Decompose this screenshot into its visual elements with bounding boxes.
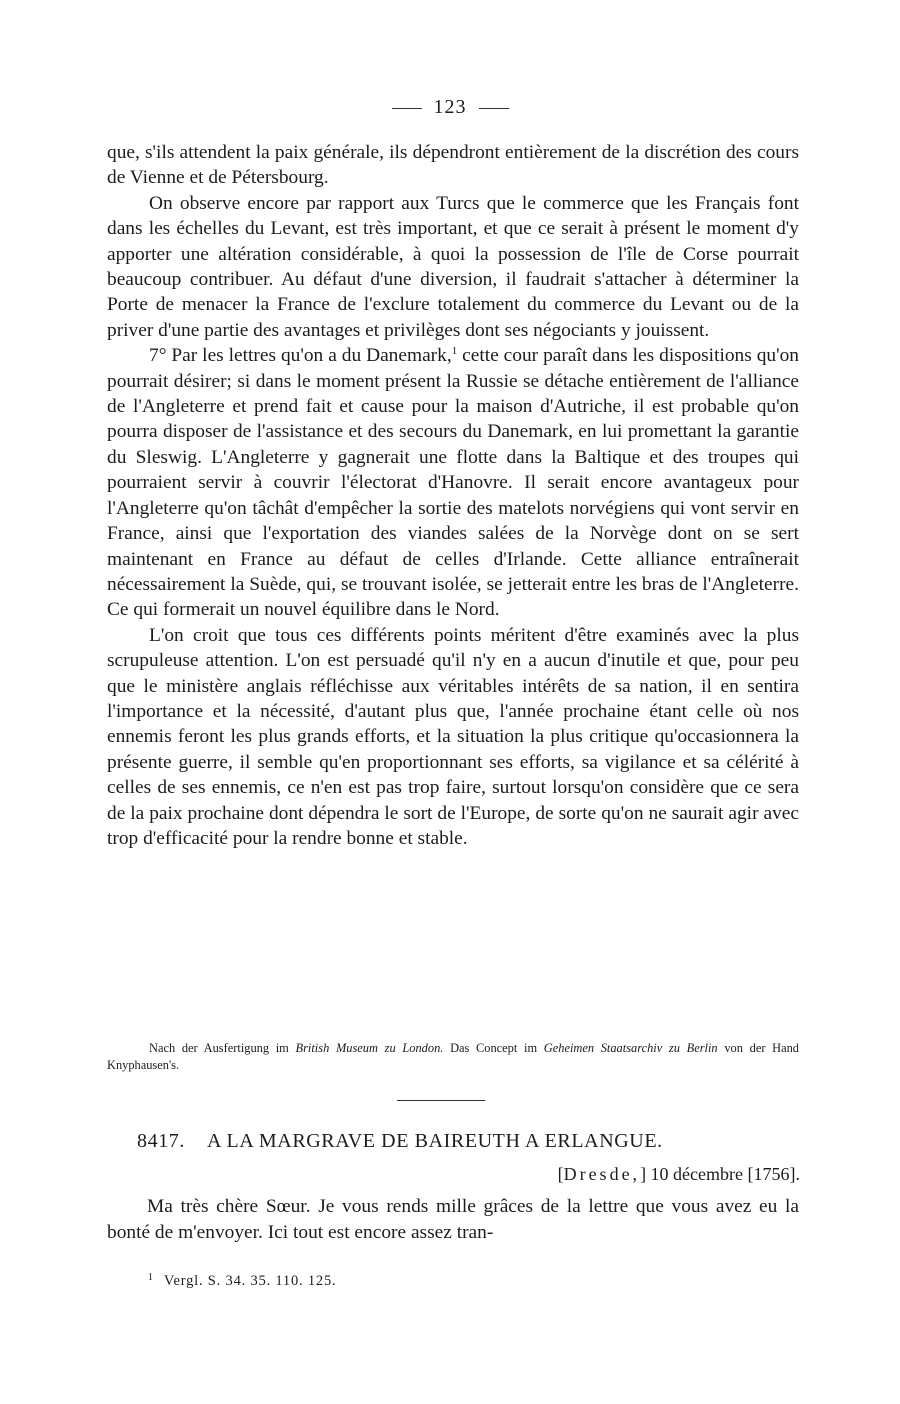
source-archive: British Museum bbox=[295, 1041, 378, 1055]
letter-number: 8417. bbox=[137, 1130, 185, 1152]
page-header bbox=[0, 92, 900, 122]
source-place: Berlin bbox=[686, 1041, 718, 1055]
source-text: Nach der Ausfertigung im bbox=[149, 1041, 289, 1055]
paragraph-rest: cette cour paraît dans les dispositions qu'on pourrait désirer; si dans le moment présent la Russie se détache entièrement de l'alliance de l'Angleterre et prend fait et cause pour la maison d'Autriche, il est probable qu'on pourra disposer de l'assistance et des secours du Danemark, en lui promettant la garantie du Sleswig. L'Angleterre y gagnerait une flotte dans la Baltique et des troupes qui pourraient servir à couvrir l'électorat d'Hanovre. Il serait encore avantageux pour l'Angleterre qu'on tâchât d'empêcher la sortie des matelots norvégiens qui vont servir en France, ainsi que l'exportation des viandes salées de la Norvège dont on se sert maintenant en France au défaut de celles d'Irlande. Cette alliance entraînerait nécessairement la Suède, qui, se trouvant isolée, se jetterait entre les bras de l'Angleterre. Ce qui formerait un nouvel équilibre dans le Nord. bbox=[107, 345, 799, 621]
letter-dateline bbox=[558, 1162, 800, 1186]
paragraph: On observe encore par rapport aux Turcs que le commerce que les Français font dans les échelles du Levant, est très important, et que ce serait à présent le moment d'y apporter une altération considérable, à quoi la possession de l'île de Corse pourrait beaucoup contribuer. Au défaut d'une diversion, il faudrait s'attacher à déterminer la Porte de menacer la France de l'exclure totalement du commerce du Levant ou de la priver d'une partie des avantages et privilèges dont ses négociants y jouissent. bbox=[107, 192, 799, 341]
footnote-marker: 1 bbox=[148, 1272, 154, 1283]
paragraph: L'on croit que tous ces différents points méritent d'être examinés avec la plus scrupuleuse attention. L'on est persuadé qu'il n'y en a aucun d'inutile et que, pour peu que le ministère anglais réfléchisse aux véritables intérêts de sa nation, il en sentira l'importance et la nécessité, d'autant plus que, l'année prochaine étant celle où nos ennemis feront les plus grands efforts, et la situation la plus critique qu'occasionnera la présente guerre, il semble qu'en proportionnant ses efforts, sa vigilance et sa célérité à celles de ses ennemis, ce n'en est pas trop faire, surtout lorsqu'on considère que ce sera de la paix prochaine dont dépendra le sort de l'Europe, de sorte qu'on ne saurait agir avec trop d'efficacité pour la rendre bonne et stable. bbox=[107, 624, 799, 849]
letter-body bbox=[107, 1194, 799, 1245]
dateline-bracket: [ bbox=[557, 1164, 564, 1184]
letter-title: A LA MARGRAVE DE BAIREUTH A ERLANGUE. bbox=[207, 1130, 663, 1152]
source-place: London. bbox=[402, 1041, 444, 1055]
section-divider bbox=[397, 1100, 485, 1101]
page-number: 123 bbox=[433, 96, 467, 118]
dateline-date: ] 10 décembre [1756]. bbox=[640, 1164, 800, 1184]
source-text: zu bbox=[384, 1041, 396, 1055]
paragraph: que, s'ils attendent la paix générale, ils dépendront entièrement de la discrétion des cours de Vienne et de Pétersbourg. bbox=[107, 142, 799, 189]
source-text: Das Concept im bbox=[450, 1041, 538, 1055]
letter-heading bbox=[137, 1127, 817, 1155]
source-archive: Geheimen Staatsarchiv bbox=[543, 1041, 663, 1055]
letter-paragraph: Ma très chère Sœur. Je vous rends mille grâces de la lettre que vous avez eu la bonté de m'envoyer. Ici tout est encore assez tran- bbox=[107, 1196, 799, 1243]
header-dash-left bbox=[392, 108, 422, 109]
paragraph-point-7 bbox=[107, 343, 799, 622]
footnote bbox=[148, 1268, 336, 1291]
footnote-text: Vergl. S. 34. 35. 110. 125. bbox=[163, 1273, 337, 1289]
header-dash-right bbox=[479, 108, 509, 109]
source-text: zu bbox=[668, 1041, 680, 1055]
source-text: von der Hand Knyphausen's. bbox=[107, 1041, 799, 1072]
dateline-place: Dresde, bbox=[563, 1164, 641, 1184]
footnote-reference: 1 bbox=[451, 345, 458, 358]
source-note bbox=[107, 1040, 799, 1073]
paragraph-start: 7° Par les lettres qu'on a du Danemark, bbox=[149, 345, 452, 367]
main-text bbox=[107, 140, 799, 851]
